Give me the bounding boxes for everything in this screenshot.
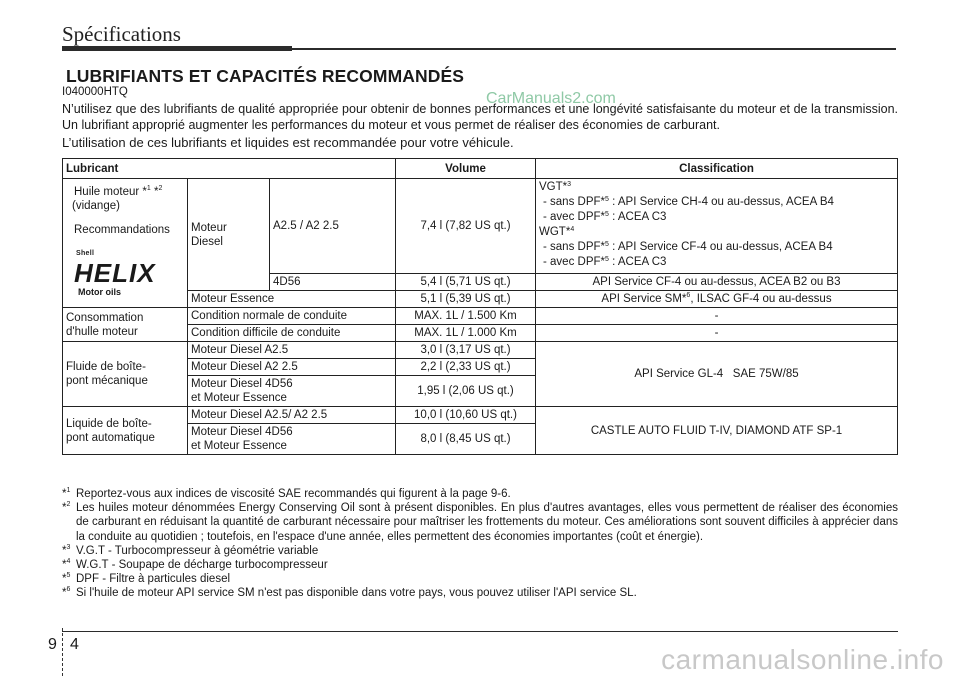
auto-class: CASTLE AUTO FLUID T-IV, DIAMOND ATF SP-1 <box>536 407 898 455</box>
auto-volume: 10,0 l (10,60 US qt.) <box>396 407 536 424</box>
manual-class: API Service GL-4 SAE 75W/85 <box>536 342 898 407</box>
footnote-item <box>62 572 898 586</box>
class-4d56: API Service CF-4 ou au-dessus, ACEA B2 ou B3 <box>536 274 898 291</box>
footnote-marker: *$^6$ <box>62 586 71 600</box>
oil-sup-1: 1 <box>146 185 151 192</box>
footer-rule <box>62 631 898 632</box>
footnote-marker: *$^5$ <box>62 572 71 586</box>
manual-volume: 2,2 l (2,33 US qt.) <box>396 359 536 376</box>
footnote-number: 6 <box>66 586 71 594</box>
volume-essence: 5,1 l (5,39 US qt.) <box>396 291 536 308</box>
class-essence <box>536 291 898 308</box>
wgt-label: WGT* <box>539 226 571 238</box>
vgt-sup: 3 <box>567 181 572 188</box>
table-row <box>63 407 898 424</box>
logo-shell-text: Shell <box>76 250 95 257</box>
engine-4d56: 4D56 <box>270 274 396 291</box>
class-a25 <box>536 179 898 274</box>
auto-engine: Moteur Diesel 4D56 et Moteur Essence <box>188 424 396 455</box>
footnote-number: 3 <box>66 543 71 551</box>
header-bar <box>62 46 292 51</box>
footnote-item <box>62 558 898 572</box>
lubricant-table <box>62 158 898 455</box>
logo-motor-text: Motor oils <box>78 287 121 297</box>
auto-label: Liquide de boîte- pont automatique <box>63 407 188 455</box>
manual-engine: Moteur Diesel 4D56 et Moteur Essence <box>188 376 396 407</box>
table-row <box>63 179 898 274</box>
header-volume: Volume <box>396 159 536 179</box>
consumption-class: - <box>536 308 898 325</box>
shell-helix-logo <box>74 247 184 299</box>
sans-dpf-1-sup: 5 <box>605 196 609 203</box>
consumption-volume: MAX. 1L / 1.500 Km <box>396 308 536 325</box>
footnote-number: 4 <box>66 558 71 566</box>
avec-dpf-1-sup: 5 <box>605 211 609 218</box>
footer-divider <box>62 628 63 676</box>
manual-volume: 1,95 l (2,06 US qt.) <box>396 376 536 407</box>
avec-dpf-1-value: : ACEA C3 <box>608 211 667 223</box>
footnote-item <box>62 586 898 600</box>
footnote-marker: *$^4$ <box>62 558 71 572</box>
table-header <box>63 159 898 179</box>
sans-dpf-2-sup: 5 <box>605 241 609 248</box>
table-row <box>63 342 898 359</box>
engine-essence: Moteur Essence <box>188 291 396 308</box>
avec-dpf-2-sup: 5 <box>605 256 609 263</box>
page-number: 4 <box>70 636 79 653</box>
footnote-marker: *$^2$ <box>62 501 71 515</box>
footnote-text: Les huiles moteur dénommées Energy Conserving Oil sont à présent disponibles. En plus d'autres avantages, elles vous permettent de réaliser des économies de carburant en réduisant la quantité de carburant nécessaire pour maîtriser les frottements du moteur. Ces améliorations sont souvent difficiles à apprécier dans la conduite au quotidien ; toutefois, en l'espace d'une année, elles permettent des économies importantes (coût et énergie). <box>76 502 898 543</box>
volume-4d56: 5,4 l (5,71 US qt.) <box>396 274 536 291</box>
page-chapter: 9 <box>48 636 57 653</box>
manual-engine: Moteur Diesel A2.5 <box>188 342 396 359</box>
oil-label-mid: * <box>150 186 159 198</box>
header-classification: Classification <box>536 159 898 179</box>
footnote-text: Reportez-vous aux indices de viscosité SAE recommandés qui figurent à la page 9-6. <box>76 488 511 500</box>
table-row <box>63 325 898 342</box>
table-row <box>63 308 898 325</box>
sans-dpf-2-value: : API Service CF-4 ou au-dessus, ACEA B4 <box>608 241 833 253</box>
manual-engine: Moteur Diesel A2 2.5 <box>188 359 396 376</box>
header-lubricant: Lubricant <box>63 159 396 179</box>
wgt-sup: 4 <box>570 226 575 233</box>
logo-helix-text: HELIX <box>74 258 156 288</box>
auto-volume: 8,0 l (8,45 US qt.) <box>396 424 536 455</box>
oil-label-sub: (vidange) <box>72 200 120 212</box>
oil-recommendations: Recommandations <box>74 224 170 236</box>
intro-paragraph: N’utilisez que des lubrifiants de qualité appropriée pour obtenir de bonnes performances et une longévité satisfaisante du moteur et de la transmission. Un lubrifiant approprié augmenter les performances du moteur et vous permet de réaliser des économies de carburant. <box>62 102 898 132</box>
vgt-label: VGT* <box>539 181 568 193</box>
intro-paragraph-2: L’utilisation de ces lubrifiants et liquides est recommandée pour votre véhicule. <box>62 135 514 150</box>
site-watermark: carmanualsonline.info <box>661 644 944 675</box>
auto-engine: Moteur Diesel A2.5/ A2 2.5 <box>188 407 396 424</box>
engine-diesel: Moteur Diesel <box>188 179 270 291</box>
consumption-volume: MAX. 1L / 1.000 Km <box>396 325 536 342</box>
consumption-class: - <box>536 325 898 342</box>
consumption-condition: Condition difficile de conduite <box>188 325 396 342</box>
avec-dpf-2: - avec DPF* <box>543 256 605 268</box>
oil-label-cell <box>63 179 188 308</box>
manual-label: Fluide de boîte- pont mécanique <box>63 342 188 407</box>
avec-dpf-1: - avec DPF* <box>543 211 605 223</box>
footnote-number: 5 <box>66 572 71 580</box>
footnote-marker: *$^3$ <box>62 543 71 557</box>
sans-dpf-1-value: : API Service CH-4 ou au-dessus, ACEA B4 <box>608 196 834 208</box>
footnote-item <box>62 544 898 558</box>
oil-sup-2: 2 <box>158 185 163 192</box>
consumption-label: Consommation d'hulle moteur <box>63 308 188 342</box>
footnote-marker: *$^1$ <box>62 487 71 500</box>
essence-class-sup: 6 <box>686 292 691 299</box>
document-code: I040000HTQ <box>62 86 128 98</box>
footnote-item <box>62 487 898 501</box>
consumption-condition: Condition normale de conduite <box>188 308 396 325</box>
footnote-text: Si l'huile de moteur API service SM n'est pas disponible dans votre pays, vous pouvez utiliser l'API service SL. <box>76 587 637 600</box>
footnote-text: V.G.T - Turbocompresseur à géométrie variable <box>76 544 319 557</box>
footnotes <box>62 487 898 601</box>
footnote-number: 1 <box>66 487 71 494</box>
essence-class-rest: , ILSAC GF-4 ou au-dessus <box>690 293 832 305</box>
section-title: Spécifications <box>62 22 181 46</box>
engine-a25: A2.5 / A2 2.5 <box>270 179 396 274</box>
footnote-text: W.G.T - Soupape de décharge turbocompresseur <box>76 559 328 572</box>
avec-dpf-2-value: : ACEA C3 <box>608 256 667 268</box>
sans-dpf-1: - sans DPF* <box>543 196 605 208</box>
volume-a25: 7,4 l (7,82 US qt.) <box>396 179 536 274</box>
oil-label: Huile moteur * <box>74 186 147 198</box>
sans-dpf-2: - sans DPF* <box>543 241 605 253</box>
header-rule <box>292 48 896 50</box>
table-row <box>63 291 898 308</box>
footnote-text: DPF - Filtre à particules diesel <box>76 573 231 586</box>
footnote-number: 2 <box>66 501 71 509</box>
essence-class-label: API Service SM* <box>601 293 687 305</box>
watermark-text: CarManuals2.com <box>486 90 616 107</box>
footnote-item <box>62 501 898 544</box>
manual-volume: 3,0 l (3,17 US qt.) <box>396 342 536 359</box>
page-heading: LUBRIFIANTS ET CAPACITÉS RECOMMANDÉS <box>66 66 464 86</box>
